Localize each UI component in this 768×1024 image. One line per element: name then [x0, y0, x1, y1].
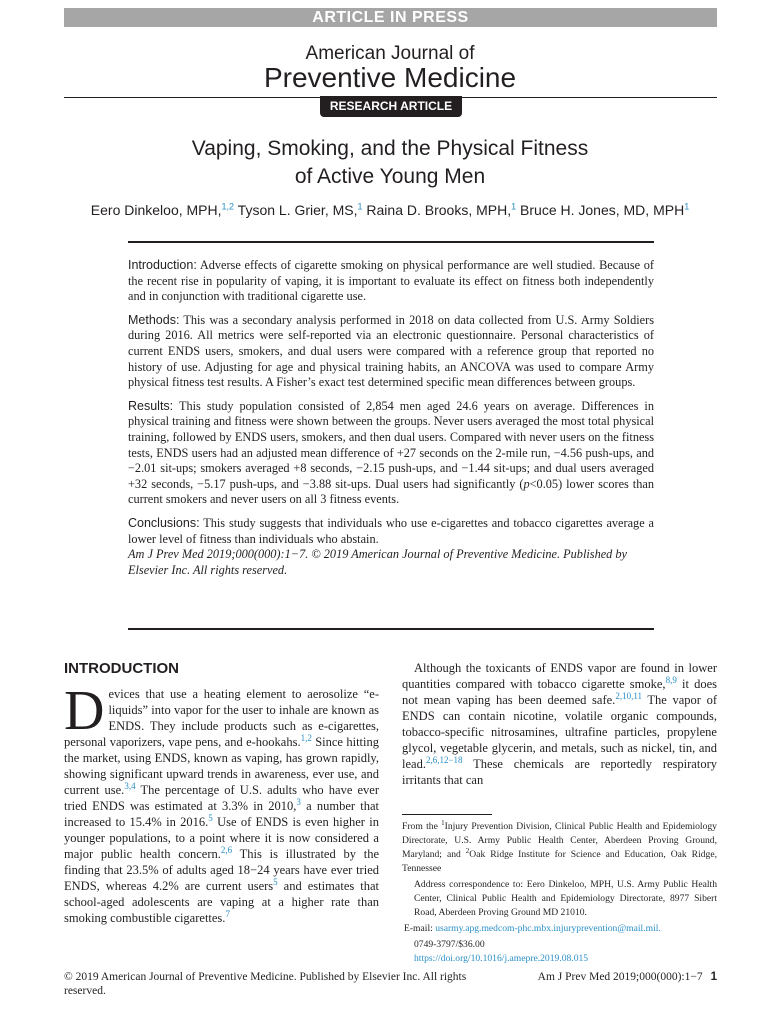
abstract-text: Adverse effects of cigarette smoking on physical performance are well studied. Because of the recent rise in popularity of vaping, it is important to evaluate its effect on fitness both independently and in conjunction with traditional cigarette use.	[128, 258, 654, 304]
article-title	[0, 135, 768, 191]
author-name: Eero Dinkeloo, MPH,	[90, 202, 222, 218]
citation-reference[interactable]: 3	[296, 796, 301, 807]
drop-cap: D	[64, 680, 105, 742]
journal-name-line1: American Journal of	[305, 43, 475, 64]
correspondence-address: Address correspondence to: Eero Dinkeloo, MPH, U.S. Army Public Health Center, Clinical Public Health and Epidemiology Directorate, 8977 Sibert Road, Aberdeen Proving Ground MD 21010.	[414, 879, 717, 918]
author-affiliation[interactable]: 1	[684, 201, 690, 212]
citation-reference[interactable]: 1,2	[300, 732, 312, 743]
abstract-text: <0.05) lower scores than current smokers and never users on all 3 fitness events.	[128, 476, 654, 507]
affiliation-number: 1	[441, 818, 445, 827]
email-label: E-mail:	[404, 923, 433, 934]
footer-copyright: © 2019 American Journal of Preventive Medicine. Published by Elsevier Inc. All rights reserved.	[64, 971, 467, 997]
abstract-results	[128, 399, 654, 508]
title-line2: of Active Young Men	[294, 165, 486, 188]
abstract-heading: Methods:	[128, 312, 180, 327]
email-link[interactable]: usarmy.apg.medcom-phc.mbx.injuryprevention@mail.mil.	[435, 923, 661, 934]
intro-left-column	[64, 680, 380, 926]
abstract-methods	[128, 313, 654, 391]
intro-right-column	[402, 660, 717, 788]
abstract-introduction	[128, 258, 654, 305]
citation-reference[interactable]: 7	[225, 908, 230, 919]
abstract-text: This study population consisted of 2,854 men aged 24.6 years on average. Differences in physical training and fitness were shown between the groups. Never users averaged the most total physical training, followed by ENDS users, smokers, and then dual users. Compared with never users on the fitness tests, ENDS users had an adjusted mean difference of +27 seconds on the 2-mile run, −4.56 push-ups, and −2.01 sit-ups; smokers averaged +8 seconds, −2.15 push-ups, and −1.44 sit-ups; and dual users averaged +32 seconds, −5.17 push-ups, and −3.88 sit-ups. Dual users had significantly (	[128, 398, 654, 491]
abstract-conclusions	[128, 516, 654, 547]
citation-reference[interactable]: 2,6,12−18	[425, 754, 463, 765]
affiliation-footnote	[402, 820, 717, 968]
abstract-heading: Introduction:	[128, 258, 197, 272]
author-name: Raina D. Brooks, MPH,	[366, 202, 512, 218]
author-affiliation[interactable]: 1,2	[221, 201, 235, 212]
author-name: Bruce H. Jones, MD, MPH	[520, 202, 685, 218]
citation-reference[interactable]: 2,10,11	[615, 690, 642, 701]
footer-journal-ref	[520, 970, 717, 984]
doi-line	[402, 952, 717, 966]
citation-reference[interactable]: 8,9	[665, 674, 677, 685]
abstract-heading: Results:	[128, 398, 174, 413]
author-name: Tyson L. Grier, MS,	[237, 202, 358, 218]
citation-reference[interactable]: 3,4	[124, 780, 136, 791]
author-affiliation[interactable]: 1	[357, 201, 363, 212]
author-affiliation[interactable]: 1	[511, 201, 517, 212]
intro-right-text: Although the toxicants of ENDS vapor are found in lower quantities compared with tobacco cigarette smoke,$^{8,9}$ it does not mean vaping has been deemed safe.$^{2,10,11}$ The vapor of ENDS can contain nicotine, volatile organic compounds, tobacco-specific nitrosamines, ultrafine particles, propylene glycol, vegetable glycerin, and metals, such as nickel, tin, and lead.$^{2,6,12-18}$ These chemicals are reportedly respiratory irritants that can	[402, 661, 717, 787]
journal-name-line2: Preventive Medicine	[263, 62, 517, 93]
doi-link[interactable]: https://doi.org/10.1016/j.amepre.2019.08.015	[414, 953, 589, 964]
citation-reference[interactable]: 2,6	[220, 844, 233, 855]
abstract-heading: Conclusions:	[128, 515, 200, 530]
affiliations: From the $^1$Injury Prevention Division, Clinical Public Health and Epidemiology Directorate, U.S. Army Public Health Center, Aberdeen Proving Ground, Maryland; and $^2$Oak Ridge Institute for Science and Education, Oak Ridge, Tennessee	[402, 818, 717, 874]
citation-reference[interactable]: 5	[273, 876, 278, 887]
introduction-heading: INTRODUCTION	[64, 660, 179, 677]
journal-ref: Am J Prev Med 2019;000(000):1−7	[537, 971, 703, 983]
abstract-bottom-rule	[128, 628, 654, 630]
article-type-badge: RESEARCH ARTICLE	[320, 96, 462, 117]
citation-reference[interactable]: 5	[208, 812, 213, 823]
abstract	[128, 258, 654, 578]
issn: 0749-3797/$36.00	[414, 939, 485, 950]
author-list	[0, 200, 768, 220]
title-line1: Vaping, Smoking, and the Physical Fitness	[191, 137, 589, 160]
abstract-text: This study suggests that individuals who use e-cigarettes and tobacco cigarettes average a lower level of fitness than individuals who abstain.	[128, 515, 654, 546]
intro-left-text: evices that use a heating element to aerosolize “e-liquids” into vapor for the user to inhale are known as ENDS. They include products such as e-cigarettes, personal vaporizers, vape pens, and e-hookahs.$^{1,2}$ Since hitting the market, using ENDS, known as vaping, has grown rapidly, showing significant upward trends in awareness, ever use, and current use.$^{3,4}$ The percentage of U.S. adults who have ever tried ENDS was estimated at 3.3% in 2010,$^3$ a number that increased to 15.4% in 2016.$^5$ Use of ENDS is even higher in younger populations, to a point where it is now considered a major public health concern.$^{2,6}$ This is illustrated by the finding that 23.5% of adults aged 18−24 years have ever tried ENDS, whereas 4.2% are current users$^5$ and estimates that school-aged adolescents are vaping at a higher rate than smoking combustible cigarettes.$^7$	[64, 687, 380, 925]
article-in-press-banner: ARTICLE IN PRESS	[64, 8, 717, 27]
abstract-text: This was a secondary analysis performed in 2018 on data collected from U.S. Army Soldiers during 2016. All metrics were self-reported via an electronic questionnaire. Personal characteristics of current ENDS users, smokers, and dual users were compared with a reference group that reported no history of use. Adjusting for age and physical training habits, an ANCOVA was used to compare Army physical fitness test results. A Fisher’s exact test determined specific mean differences between groups.	[128, 312, 654, 390]
affiliation-number: 2	[465, 846, 470, 855]
footnote-rule	[402, 814, 492, 815]
abstract-citation: Am J Prev Med 2019;000(000):1−7. © 2019 American Journal of Preventive Medicine. Published by Elsevier Inc. All rights reserved.	[128, 547, 628, 577]
page-number: 1	[710, 971, 717, 983]
email-line	[402, 922, 717, 936]
abstract-top-rule	[128, 241, 654, 243]
p-value-symbol: p	[523, 476, 530, 491]
